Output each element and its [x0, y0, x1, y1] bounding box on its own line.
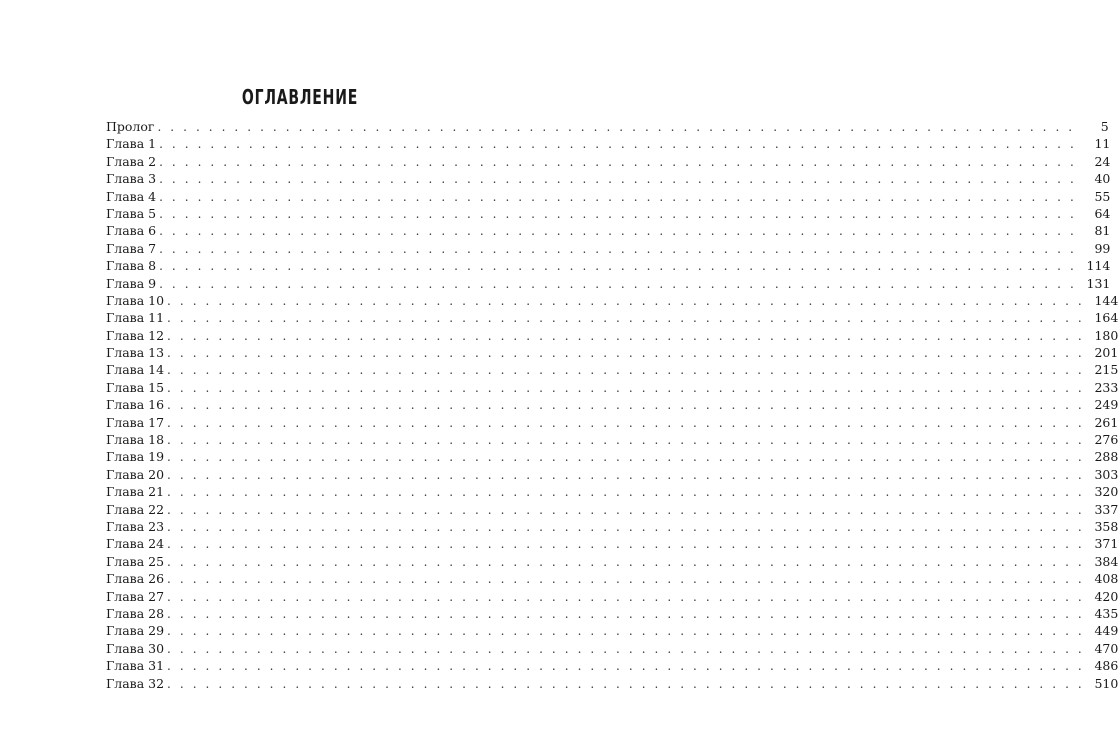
toc-entry[interactable]	[106, 205, 1111, 222]
toc-entry-label: Глава 17	[106, 414, 165, 430]
toc-entry-page-number: 99	[1094, 240, 1111, 256]
toc-entry[interactable]	[106, 414, 1118, 431]
toc-dot-leader: . . . . . . . . . . . . . . . . . . . . . . . . . . . . . . . . . . . . . . . . . . . . . . . . . . . . . . . . . . . . . . . . . . . . . . . .	[167, 537, 1085, 552]
toc-dot-leader: . . . . . . . . . . . . . . . . . . . . . . . . . . . . . . . . . . . . . . . . . . . . . . . . . . . . . . . . . . . . . . . . . . . . . . . .	[167, 328, 1085, 343]
toc-dot-leader: . . . . . . . . . . . . . . . . . . . . . . . . . . . . . . . . . . . . . . . . . . . . . . . . . . . . . . . . . . . . . . . . . . . . . . . .	[167, 519, 1085, 534]
toc-entry[interactable]	[106, 379, 1118, 396]
toc-entry-page-number: 64	[1094, 205, 1111, 221]
toc-entry[interactable]	[106, 309, 1118, 326]
toc-entry[interactable]	[106, 396, 1118, 413]
toc-entry[interactable]	[106, 240, 1111, 257]
toc-entry-page-number: 180	[1094, 327, 1118, 343]
toc-dot-leader: . . . . . . . . . . . . . . . . . . . . . . . . . . . . . . . . . . . . . . . . . . . . . . . . . . . . . . . . . . . . . . . . . . . . . . . .	[159, 137, 1077, 152]
toc-dot-leader: . . . . . . . . . . . . . . . . . . . . . . . . . . . . . . . . . . . . . . . . . . . . . . . . . . . . . . . . . . . . . . . . . . . . . . . .	[167, 433, 1085, 448]
toc-entry-label: Глава 23	[106, 518, 165, 534]
toc-entry-page-number: 55	[1094, 188, 1111, 204]
toc-entry-label: Глава 3	[106, 171, 157, 187]
toc-entry-page-number: 510	[1094, 675, 1118, 691]
toc-entry[interactable]	[106, 431, 1118, 448]
page-title: ОГЛАВЛЕНИЕ	[241, 85, 359, 109]
toc-entry-page-number: 11	[1094, 136, 1111, 152]
toc-dot-leader: . . . . . . . . . . . . . . . . . . . . . . . . . . . . . . . . . . . . . . . . . . . . . . . . . . . . . . . . . . . . . . . . . . . . . . . .	[159, 154, 1077, 169]
toc-entry-label: Глава 32	[106, 675, 165, 691]
toc-entry-label: Пролог	[106, 119, 155, 134]
toc-entry-label: Глава 28	[106, 605, 165, 621]
toc-dot-leader: . . . . . . . . . . . . . . . . . . . . . . . . . . . . . . . . . . . . . . . . . . . . . . . . . . . . . . . . . . . . . . . . . . . . . . . .	[159, 276, 1077, 291]
toc-dot-leader: . . . . . . . . . . . . . . . . . . . . . . . . . . . . . . . . . . . . . . . . . . . . . . . . . . . . . . . . . . . . . . . . . . . . . . . .	[167, 467, 1085, 482]
toc-entry-page-number: 371	[1094, 536, 1118, 552]
toc-dot-leader: . . . . . . . . . . . . . . . . . . . . . . . . . . . . . . . . . . . . . . . . . . . . . . . . . . . . . . . . . . . . . . . . . . . . . . . .	[167, 554, 1085, 569]
toc-entry[interactable]	[106, 518, 1118, 535]
toc-entry-page-number: 337	[1094, 501, 1118, 517]
toc-entry-page-number: 288	[1094, 449, 1118, 465]
toc-entry-label: Глава 18	[106, 432, 165, 448]
toc-entry-label: Глава 24	[106, 536, 165, 552]
toc-entry-label: Глава 2	[106, 153, 157, 169]
toc-entry-page-number: 5	[1100, 119, 1109, 134]
toc-dot-leader: . . . . . . . . . . . . . . . . . . . . . . . . . . . . . . . . . . . . . . . . . . . . . . . . . . . . . . . . . . . . . . . . . . . . . . . .	[167, 624, 1085, 639]
toc-entry-page-number: 420	[1094, 588, 1118, 604]
toc-entry[interactable]	[106, 361, 1118, 378]
toc-dot-leader: . . . . . . . . . . . . . . . . . . . . . . . . . . . . . . . . . . . . . . . . . . . . . . . . . . . . . . . . . . . . . . . . . . . . . . . .	[167, 415, 1085, 430]
toc-entry[interactable]	[106, 535, 1118, 552]
toc-dot-leader: . . . . . . . . . . . . . . . . . . . . . . . . . . . . . . . . . . . . . . . . . . . . . . . . . . . . . . . . . . . . . . . . . . . . . . . .	[159, 241, 1077, 256]
toc-entry[interactable]	[106, 483, 1118, 500]
toc-entry-label: Глава 12	[106, 327, 165, 343]
toc-entry-label: Глава 29	[106, 623, 165, 639]
toc-entry-label: Глава 31	[106, 658, 165, 674]
toc-dot-leader: . . . . . . . . . . . . . . . . . . . . . . . . . . . . . . . . . . . . . . . . . . . . . . . . . . . . . . . . . . . . . . . . . . . . . . . .	[167, 641, 1085, 656]
toc-entry-label: Глава 27	[106, 588, 165, 604]
toc-entry[interactable]	[106, 448, 1118, 465]
toc-dot-leader: . . . . . . . . . . . . . . . . . . . . . . . . . . . . . . . . . . . . . . . . . . . . . . . . . . . . . . . . . . . . . . . . . . . . . . . .	[167, 450, 1085, 465]
toc-entry[interactable]	[106, 553, 1118, 570]
toc-entry[interactable]	[106, 327, 1118, 344]
toc-entry-label: Глава 6	[106, 223, 157, 239]
toc-dot-leader: . . . . . . . . . . . . . . . . . . . . . . . . . . . . . . . . . . . . . . . . . . . . . . . . . . . . . . . . . . . . . . . . . . . . . . . .	[167, 311, 1085, 326]
toc-entry[interactable]	[106, 275, 1111, 292]
toc-dot-leader: . . . . . . . . . . . . . . . . . . . . . . . . . . . . . . . . . . . . . . . . . . . . . . . . . . . . . . . . . . . . . . . . . . . . . . . .	[159, 224, 1077, 239]
toc-entry[interactable]	[106, 188, 1111, 205]
toc-entry[interactable]	[106, 605, 1118, 622]
toc-entry-page-number: 215	[1094, 362, 1118, 378]
toc-dot-leader: . . . . . . . . . . . . . . . . . . . . . . . . . . . . . . . . . . . . . . . . . . . . . . . . . . . . . . . . . . . . . . . . . . . . . . . .	[167, 502, 1085, 517]
toc-entry[interactable]	[106, 675, 1118, 692]
toc-entry[interactable]	[106, 466, 1118, 483]
toc-dot-leader: . . . . . . . . . . . . . . . . . . . . . . . . . . . . . . . . . . . . . . . . . . . . . . . . . . . . . . . . . . . . . . . . . . . . . . . .	[167, 659, 1085, 674]
toc-entry-page-number: 435	[1094, 605, 1118, 621]
toc-entry-page-number: 384	[1094, 553, 1118, 569]
toc-entry[interactable]	[106, 570, 1118, 587]
table-of-contents	[106, 118, 1118, 692]
toc-entry[interactable]	[106, 222, 1111, 239]
toc-dot-leader: . . . . . . . . . . . . . . . . . . . . . . . . . . . . . . . . . . . . . . . . . . . . . . . . . . . . . . . . . . . . . . . . . . . . . . . .	[167, 589, 1085, 604]
toc-entry-label: Глава 4	[106, 188, 157, 204]
toc-entry-label: Глава 21	[106, 484, 165, 500]
toc-dot-leader: . . . . . . . . . . . . . . . . . . . . . . . . . . . . . . . . . . . . . . . . . . . . . . . . . . . . . . . . . . . . . . . . . . . . . . . .	[167, 485, 1085, 500]
toc-entry-page-number: 261	[1094, 414, 1118, 430]
toc-entry-label: Глава 14	[106, 362, 165, 378]
toc-entry-label: Глава 13	[106, 345, 165, 361]
toc-entry-label: Глава 9	[106, 275, 157, 291]
toc-entry-page-number: 144	[1094, 292, 1118, 308]
toc-entry[interactable]	[106, 640, 1118, 657]
toc-entry-label: Глава 19	[106, 449, 165, 465]
toc-dot-leader: . . . . . . . . . . . . . . . . . . . . . . . . . . . . . . . . . . . . . . . . . . . . . . . . . . . . . . . . . . . . . . . . . . . . . . . .	[159, 206, 1077, 221]
toc-entry-label: Глава 20	[106, 466, 165, 482]
toc-entry-page-number: 486	[1094, 658, 1118, 674]
toc-entry-label: Глава 7	[106, 240, 157, 256]
toc-entry-label: Глава 30	[106, 640, 165, 656]
toc-entry[interactable]	[106, 588, 1118, 605]
toc-entry-label: Глава 25	[106, 553, 165, 569]
toc-entry-label: Глава 10	[106, 292, 165, 308]
toc-entry-page-number: 81	[1094, 223, 1111, 239]
toc-entry-page-number: 201	[1094, 345, 1118, 361]
toc-entry-label: Глава 11	[106, 310, 165, 326]
toc-dot-leader: . . . . . . . . . . . . . . . . . . . . . . . . . . . . . . . . . . . . . . . . . . . . . . . . . . . . . . . . . . . . . . . . . . . . . . . .	[159, 172, 1077, 187]
toc-entry[interactable]	[106, 257, 1111, 274]
toc-entry-page-number: 164	[1094, 310, 1118, 326]
toc-dot-leader: . . . . . . . . . . . . . . . . . . . . . . . . . . . . . . . . . . . . . . . . . . . . . . . . . . . . . . . . . . . . . . . . . . . . . . . .	[167, 572, 1085, 587]
toc-dot-leader: . . . . . . . . . . . . . . . . . . . . . . . . . . . . . . . . . . . . . . . . . . . . . . . . . . . . . . . . . . . . . . . . . . . . . . . .	[167, 676, 1085, 691]
toc-entry[interactable]	[106, 657, 1118, 674]
toc-entry-label: Глава 22	[106, 501, 165, 517]
toc-dot-leader: . . . . . . . . . . . . . . . . . . . . . . . . . . . . . . . . . . . . . . . . . . . . . . . . . . . . . . . . . . . . . . . . . . . . . . . .	[159, 189, 1077, 204]
toc-entry[interactable]	[106, 501, 1118, 518]
toc-entry[interactable]	[106, 118, 1109, 135]
toc-entry-page-number: 276	[1094, 432, 1118, 448]
toc-entry-page-number: 358	[1094, 518, 1118, 534]
toc-entry-label: Глава 5	[106, 205, 157, 221]
toc-dot-leader: . . . . . . . . . . . . . . . . . . . . . . . . . . . . . . . . . . . . . . . . . . . . . . . . . . . . . . . . . . . . . . . . . . . . . . . .	[159, 259, 1077, 274]
toc-dot-leader: . . . . . . . . . . . . . . . . . . . . . . . . . . . . . . . . . . . . . . . . . . . . . . . . . . . . . . . . . . . . . . . . . . . . . . . .	[167, 363, 1085, 378]
toc-entry-label: Глава 16	[106, 397, 165, 413]
toc-entry-label: Глава 15	[106, 379, 165, 395]
toc-entry-page-number: 320	[1094, 484, 1118, 500]
toc-entry[interactable]	[106, 135, 1111, 152]
toc-entry-page-number: 303	[1094, 466, 1118, 482]
toc-entry-label: Глава 1	[106, 136, 157, 152]
toc-entry-page-number: 40	[1094, 171, 1111, 187]
toc-entry-page-number: 249	[1094, 397, 1118, 413]
toc-entry[interactable]	[106, 622, 1118, 639]
toc-entry-page-number: 24	[1094, 153, 1111, 169]
toc-entry-label: Глава 8	[106, 258, 157, 274]
toc-entry-page-number: 114	[1086, 258, 1111, 274]
toc-dot-leader: . . . . . . . . . . . . . . . . . . . . . . . . . . . . . . . . . . . . . . . . . . . . . . . . . . . . . . . . . . . . . . . . . . . . . . . .	[167, 606, 1085, 621]
toc-dot-leader: . . . . . . . . . . . . . . . . . . . . . . . . . . . . . . . . . . . . . . . . . . . . . . . . . . . . . . . . . . . . . . . . . . . . . . . .	[167, 380, 1085, 395]
toc-entry-page-number: 131	[1086, 275, 1111, 291]
toc-entry-page-number: 449	[1094, 623, 1118, 639]
toc-dot-leader: . . . . . . . . . . . . . . . . . . . . . . . . . . . . . . . . . . . . . . . . . . . . . . . . . . . . . . . . . . . . . . . . . . . . . . . .	[167, 293, 1085, 308]
toc-entry-label: Глава 26	[106, 571, 165, 587]
toc-dot-leader: . . . . . . . . . . . . . . . . . . . . . . . . . . . . . . . . . . . . . . . . . . . . . . . . . . . . . . . . . . . . . . . . . . . . . . . .	[157, 120, 1075, 134]
toc-entry-page-number: 408	[1094, 571, 1118, 587]
toc-entry[interactable]	[106, 344, 1118, 361]
toc-entry[interactable]	[106, 170, 1111, 187]
toc-dot-leader: . . . . . . . . . . . . . . . . . . . . . . . . . . . . . . . . . . . . . . . . . . . . . . . . . . . . . . . . . . . . . . . . . . . . . . . .	[167, 398, 1085, 413]
toc-dot-leader: . . . . . . . . . . . . . . . . . . . . . . . . . . . . . . . . . . . . . . . . . . . . . . . . . . . . . . . . . . . . . . . . . . . . . . . .	[167, 346, 1085, 361]
toc-entry[interactable]	[106, 153, 1111, 170]
toc-entry-page-number: 233	[1094, 379, 1118, 395]
toc-entry-page-number: 470	[1094, 640, 1118, 656]
toc-entry[interactable]	[106, 292, 1118, 309]
